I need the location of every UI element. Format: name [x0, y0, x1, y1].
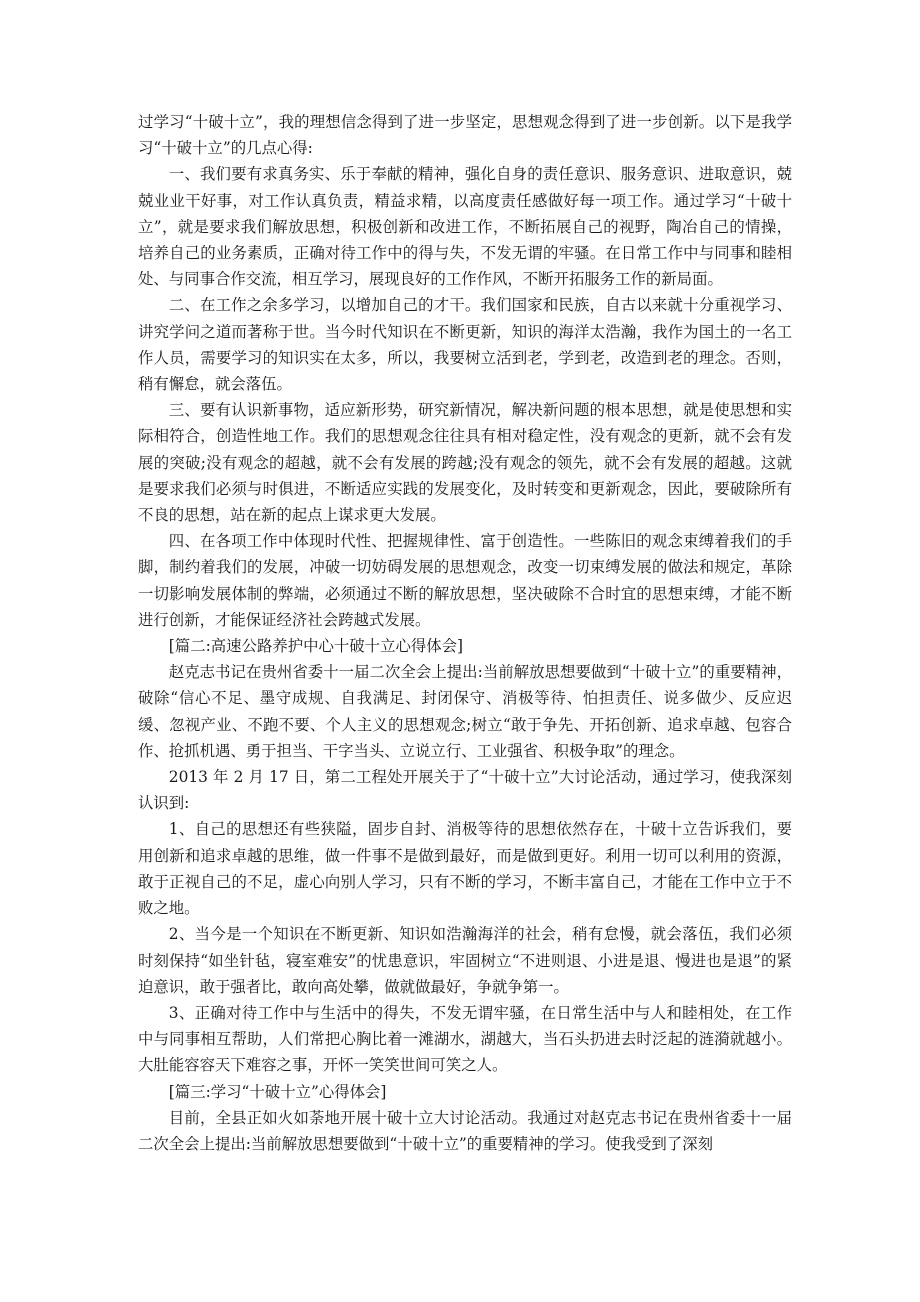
section-heading-part-3: [篇三:学习“十破十立”心得体会]	[168, 1082, 387, 1101]
paragraph-part-2-date: 2013 年 2 月 17 日，第二工程处开展关于了“十破十立”大讨论活动，通过学习，使我深刻认识到:	[138, 768, 792, 813]
paragraph-part-2-item-3: 3、正确对待工作中与生活中的得失，不发无谓牢骚，在日常生活中与人和睦相处，在工作中与同事相互帮助，人们常把心胸比着一滩湖水，湖越大，当石头扔进去时泛起的涟漪就越小。大肚能容容天下难容之事，开怀一笑笑世间可笑之人。	[138, 1003, 792, 1075]
document-page	[138, 109, 792, 1157]
paragraph-intro: 过学习“十破十立”，我的理想信念得到了进一步坚定，思想观念得到了进一步创新。以下是我学习“十破十立”的几点心得:	[138, 113, 792, 158]
paragraph-point-4: 四、在各项工作中体现时代性、把握规律性、富于创造性。一些陈旧的观念束缚着我们的手脚，制约着我们的发展，冲破一切妨碍发展的思想观念，改变一切束缚发展的做法和规定，革除一切影响发展体制的弊端，必须通过不断的解放思想，坚决破除不合时宜的思想束缚，才能不断进行创新，才能保证经济社会跨越式发展。	[138, 532, 792, 629]
paragraph-part-3-intro: 目前，全县正如火如荼地开展十破十立大讨论活动。我通过对赵克志书记在贵州省委十一届二次全会上提出:当前解放思想要做到“十破十立”的重要精神的学习。使我受到了深刻	[138, 1108, 792, 1153]
paragraph-point-2: 二、在工作之余多学习，以增加自己的才干。我们国家和民族，自古以来就十分重视学习、讲究学问之道而著称于世。当今时代知识在不断更新，知识的海洋太浩瀚，我作为国土的一名工作人员，需要学习的知识实在太多，所以，我要树立活到老，学到老，改造到老的理念。否则，稍有懈怠，就会落伍。	[138, 296, 792, 394]
paragraph-part-2-item-1: 1、自己的思想还有些狭隘，固步自封、消极等待的思想依然存在，十破十立告诉我们，要用创新和追求卓越的思维，做一件事不是做到最好，而是做到更好。利用一切可以利用的资源，敢于正视自己的不足，虚心向别人学习，只有不断的学习，不断丰富自己，才能在工作中立于不败之地。	[138, 820, 792, 918]
paragraph-point-3: 三、要有认识新事物，适应新形势，研究新情况，解决新问题的根本思想，就是使思想和实际相符合，创造性地工作。我们的思想观念往往具有相对稳定性，没有观念的更新，就不会有发展的突破;没有观念的超越，就不会有发展的跨越;没有观念的领先，就不会有发展的超越。这就是要求我们必须与时俱进，不断适应实践的发展变化，及时转变和更新观念，因此，要破除所有不良的思想，站在新的起点上谋求更大发展。	[138, 401, 792, 525]
section-heading-part-2: [篇二:高速公路养护中心十破十立心得体会]	[168, 637, 464, 656]
paragraph-point-1: 一、我们要有求真务实、乐于奉献的精神，强化自身的责任意识、服务意识、进取意识，兢兢业业干好事，对工作认真负责，精益求精，以高度责任感做好每一项工作。通过学习“十破十立”，就是要求我们解放思想，积极创新和改进工作，不断拓展自己的视野，陶冶自己的情操，培养自己的业务素质，正确对待工作中的得与失，不发无谓的牢骚。在日常工作中与同事和睦相处、与同事合作交流，相互学习，展现良好的工作作风，不断开拓服务工作的新局面。	[138, 165, 792, 289]
paragraph-part-2-item-2: 2、当今是一个知识在不断更新、知识如浩瀚海洋的社会，稍有怠慢，就会落伍，我们必须时刻保持“如坐针毡，寝室难安”的忧患意识，牢固树立“不进则退、小进是退、慢进也是退”的紧迫意识，敢于强者比，敢向高处攀，做就做最好，争就争第一。	[138, 925, 792, 996]
paragraph-part-2-intro: 赵克志书记在贵州省委十一届二次全会上提出:当前解放思想要做到“十破十立”的重要精神，破除“信心不足、墨守成规、自我满足、封闭保守、消极等待、怕担责任、说多做少、反应迟缓、忽视产业、不跑不要、个人主义的思想观念;树立“敢于争先、开拓创新、追求卓越、包容合作、抢抓机遇、勇于担当、干字当头、立说立行、工业强省、积极争取”的理念。	[138, 663, 792, 760]
